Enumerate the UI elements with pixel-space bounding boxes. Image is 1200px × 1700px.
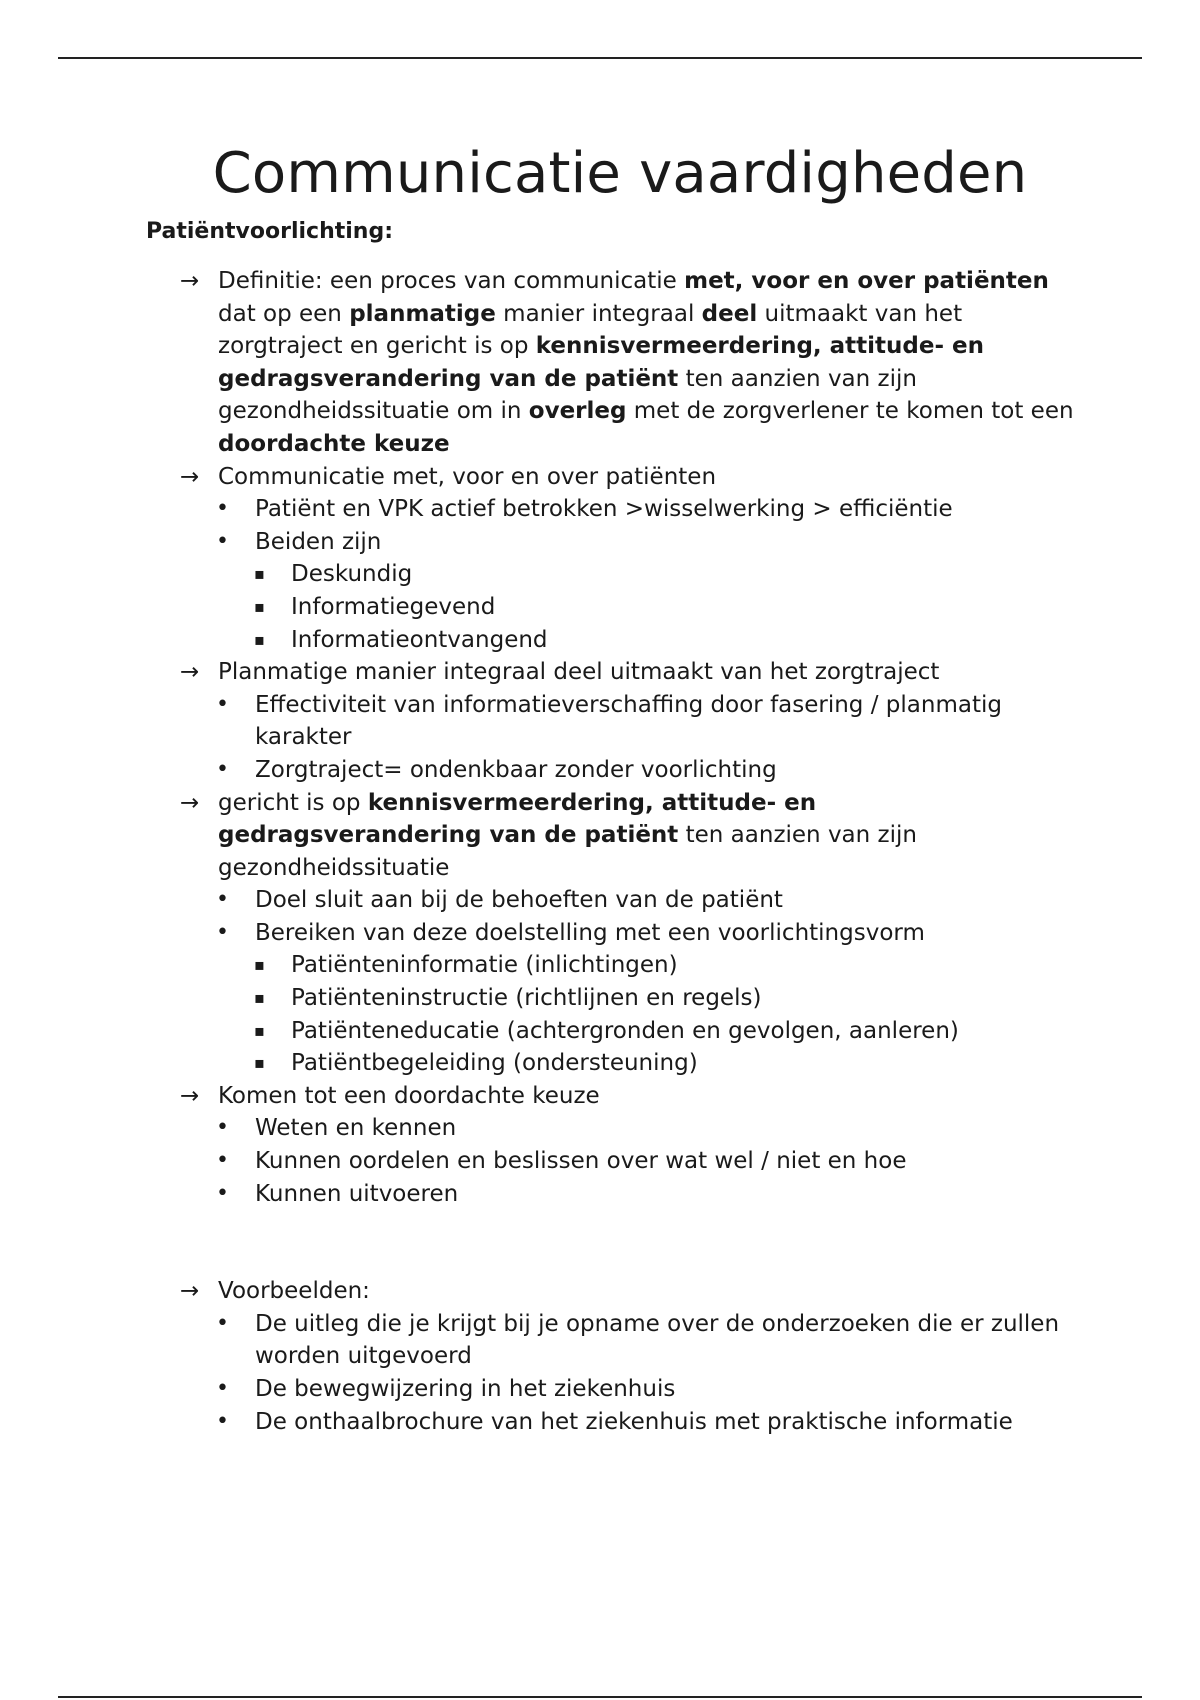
list-item bbox=[0, 689, 1200, 754]
text: Beiden zijn bbox=[255, 528, 382, 555]
text: met de zorgverlener te komen tot een bbox=[626, 398, 1074, 425]
text: Patiënt en VPK actief betrokken >wisselwerking > efficiëntie bbox=[255, 496, 953, 523]
footer-rule bbox=[58, 1696, 1142, 1698]
arrow-icon: → bbox=[180, 789, 200, 816]
list-item bbox=[0, 1308, 1200, 1373]
list-item bbox=[0, 949, 1200, 982]
text: Patiënteninformatie (inlichtingen) bbox=[291, 952, 678, 979]
list-item-keuze bbox=[0, 1080, 1200, 1113]
text: Patiënteneducatie (achtergronden en gevolgen, aanleren) bbox=[291, 1017, 959, 1044]
text: De uitleg die je krijgt bij je opname over de onderzoeken die er zullen worden uitgevoerd bbox=[255, 1310, 1060, 1370]
page-title: Communicatie vaardigheden bbox=[212, 141, 1028, 206]
bullet-icon: • bbox=[216, 496, 229, 522]
emphasis: overleg bbox=[528, 398, 627, 425]
square-bullet-icon: ▪ bbox=[254, 596, 265, 616]
text: Planmatige manier integraal deel uitmaakt van het zorgtraject bbox=[218, 659, 940, 686]
list-item-gericht bbox=[0, 787, 1200, 885]
text: dat op een bbox=[218, 300, 350, 327]
square-bullet-icon: ▪ bbox=[254, 955, 265, 975]
list-item bbox=[0, 1373, 1200, 1406]
list-item bbox=[0, 624, 1200, 657]
list-item-voorbeelden bbox=[0, 1275, 1200, 1308]
arrow-icon: → bbox=[180, 1278, 200, 1305]
square-bullet-icon: ▪ bbox=[254, 988, 265, 1008]
text: Patiëntbegeleiding (ondersteuning) bbox=[291, 1050, 698, 1077]
text: manier integraal bbox=[495, 300, 702, 327]
emphasis: met, voor en over patiënten bbox=[684, 268, 1049, 294]
list-item bbox=[0, 1145, 1200, 1178]
text: Bereiken van deze doelstelling met een voorlichtingsvorm bbox=[255, 919, 925, 946]
list-item bbox=[0, 884, 1200, 917]
text: Effectiviteit van informatieverschaffing door fasering / planmatig karakter bbox=[255, 691, 1002, 751]
list-item bbox=[0, 526, 1200, 559]
text: Zorgtraject= ondenkbaar zonder voorlichting bbox=[255, 756, 777, 783]
bullet-icon: • bbox=[216, 756, 229, 782]
bullet-icon: • bbox=[216, 1408, 229, 1434]
text: ten aanzien van zijn gezondheidssituatie om in bbox=[218, 365, 917, 425]
list-item bbox=[0, 1047, 1200, 1080]
list-item bbox=[0, 917, 1200, 950]
text: Doel sluit aan bij de behoeften van de patiënt bbox=[255, 887, 783, 914]
list-item bbox=[0, 1178, 1200, 1211]
text: Weten en kennen bbox=[255, 1115, 457, 1142]
bullet-icon: • bbox=[216, 1115, 229, 1141]
section-heading: Patiëntvoorlichting: bbox=[146, 219, 394, 244]
bullet-icon: • bbox=[216, 528, 229, 554]
bullet-icon: • bbox=[216, 691, 229, 717]
square-bullet-icon: ▪ bbox=[254, 564, 265, 584]
emphasis: planmatige bbox=[349, 300, 496, 327]
square-bullet-icon: ▪ bbox=[254, 1053, 265, 1073]
text: Informatiegevend bbox=[291, 593, 496, 620]
text: uitmaakt van het zorgtraject en gericht is op bbox=[218, 300, 963, 360]
list-item bbox=[0, 558, 1200, 591]
square-bullet-icon: ▪ bbox=[254, 629, 265, 649]
document-body bbox=[0, 265, 1200, 1438]
text: Voorbeelden: bbox=[218, 1278, 370, 1305]
text: ten aanzien van zijn gezondheidssituatie bbox=[218, 822, 917, 881]
arrow-icon: → bbox=[180, 463, 200, 490]
list-item bbox=[0, 1406, 1200, 1439]
emphasis: doordachte keuze bbox=[218, 430, 450, 457]
bullet-icon: • bbox=[216, 1376, 229, 1401]
arrow-icon: → bbox=[180, 659, 200, 686]
bullet-icon: • bbox=[216, 1310, 229, 1336]
emphasis: kennisvermeerdering, attitude- en gedragsverandering van de patiënt bbox=[218, 333, 984, 392]
text: Communicatie met, voor en over patiënten bbox=[218, 463, 717, 490]
arrow-icon: → bbox=[180, 268, 200, 294]
spacer bbox=[0, 1210, 1200, 1275]
text: Kunnen oordelen en beslissen over wat wel / niet en hoe bbox=[255, 1148, 907, 1175]
list-item-planmatig bbox=[0, 656, 1200, 689]
text: Deskundig bbox=[291, 561, 413, 588]
bullet-icon: • bbox=[216, 1148, 229, 1174]
bullet-icon: • bbox=[216, 887, 229, 913]
text: De onthaalbrochure van het ziekenhuis met praktische informatie bbox=[255, 1408, 1013, 1435]
text: Informatieontvangend bbox=[291, 626, 548, 653]
text: Patiënteninstructie (richtlijnen en regels) bbox=[291, 985, 762, 1012]
text: Komen tot een doordachte keuze bbox=[218, 1082, 600, 1109]
list-item bbox=[0, 982, 1200, 1015]
emphasis: deel bbox=[701, 300, 758, 327]
text: Definitie: een proces van communicatie bbox=[218, 268, 685, 294]
list-item bbox=[0, 591, 1200, 624]
list-item-definitie bbox=[0, 265, 1200, 461]
emphasis: kennisvermeerdering, attitude- en gedragsverandering van de patiënt bbox=[218, 789, 817, 849]
text: Kunnen uitvoeren bbox=[255, 1180, 459, 1207]
list-item bbox=[0, 1015, 1200, 1048]
text: De bewegwijzering in het ziekenhuis bbox=[255, 1376, 676, 1402]
list-item bbox=[0, 1112, 1200, 1145]
arrow-icon: → bbox=[180, 1082, 200, 1109]
list-item bbox=[0, 493, 1200, 526]
bullet-icon: • bbox=[216, 1180, 229, 1206]
list-item-communicatie bbox=[0, 461, 1200, 494]
square-bullet-icon: ▪ bbox=[254, 1020, 265, 1040]
bullet-icon: • bbox=[216, 919, 229, 945]
list-item bbox=[0, 754, 1200, 787]
header-rule bbox=[58, 57, 1142, 59]
text: gericht is op bbox=[218, 789, 368, 816]
